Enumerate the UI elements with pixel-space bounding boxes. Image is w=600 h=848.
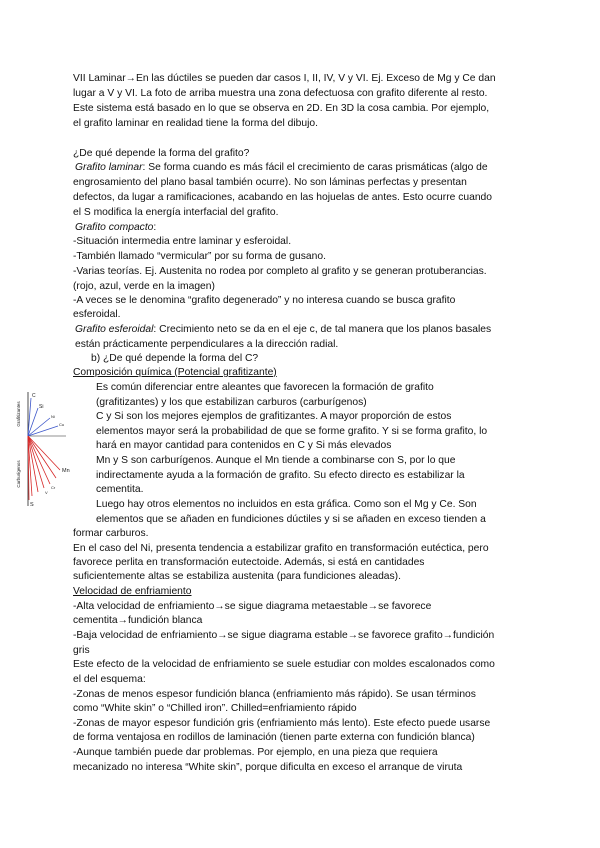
text-line: Este sistema está basado en lo que se observa en 2D. En 3D la cosa cambia. Por ejemplo, [73,103,490,114]
text-line: mecanizado no interesa “White skin”, porque dificulta en exceso el arranque de viruta [73,762,463,773]
text-line: -Aunque también puede dar problemas. Por ejemplo, en una pieza que requiera [73,747,438,758]
label-s: S [30,502,34,508]
text-line: esferoidal. [73,309,121,320]
text-line: indirectamente ayuda a la formación de grafito. Su efecto directo es estabilizar la [96,470,465,481]
text-line: -Situación intermedia entre laminar y esferoidal. [73,236,292,247]
text-line: -Varias teorías. Ej. Austenita no rodea por completo al grafito y se generan protuberancias. [73,266,487,277]
text-line: Es común diferenciar entre aleantes que favorecen la formación de grafito [96,382,434,393]
text-line: -Baja velocidad de enfriamiento→se sigue diagrama estable→se favorece grafito→fundición [73,630,495,641]
text-line: el del esquema: [73,674,146,685]
text-line [75,323,491,336]
text-line: (rojo, azul, verde en la imagen) [73,281,215,292]
subheading-velocidad: Velocidad de enfriamiento [73,586,192,597]
term-grafito-compacto: Grafito compacto [75,222,154,233]
text-line: están prácticamente perpendiculares a la dirección radial. [75,339,339,350]
text-line: elementos mayor será la probabilidad de que se forme grafito. Y si se forma grafito, lo [96,426,488,437]
vector-cr [28,436,50,484]
vector-cu [28,426,58,436]
label-cu: Cu [59,422,65,427]
text-line: cementita→fundición blanca [73,615,203,626]
text-line: cementita. [96,484,144,495]
text-line: defectos, da lugar a ramificaciones, acabando en las hojuelas de antes. Esto ocurre cuando [73,192,493,203]
text-line: -A veces se le denomina “grafito degenerado” y no interesa cuando se busca grafito [73,295,456,306]
list-heading-b: b) ¿De qué depende la forma del C? [91,353,259,364]
text-line: -Zonas de mayor espesor fundición gris (enfriamiento más lento). Este efecto puede usarse [73,718,491,729]
text-line: lugar a V y VI. La foto de arriba muestra una zona defectuosa con grafito diferente al resto. [73,88,488,99]
label-si: Si [39,404,44,410]
text-line-rest: : Se forma cuando es más fácil el crecimiento de caras prismáticas (algo de [142,162,488,173]
term-grafito-laminar: Grafito laminar [75,162,143,173]
text-line: el S modifica la energía interfacial del grafito. [73,207,279,218]
section-question: ¿De qué depende la forma del grafito? [73,148,250,159]
text-line: de forma ventajosa en rodillos de laminación (tienen parte externa con fundición blanca) [73,732,475,743]
vector-red-2 [28,436,56,478]
text-line: (grafitizantes) y los que estabilizan carburos (carburígenos) [96,397,367,408]
label-cr: Cr [51,485,56,490]
text-line: Mn y S son carburígenos. Aunque el Mn tiende a combinarse con S, por lo que [96,455,456,466]
text-line: el grafito laminar en realidad tiene la forma del dibujo. [73,118,318,129]
text-line: gris [73,645,90,656]
diagram-axis-label-top: Grafitizantes [16,401,21,427]
vector-c [28,398,31,436]
text-line: elementos que se añaden en fundiciones dúctiles y si se añaden en exceso tienden a [96,514,486,525]
text-line-rest: : Crecimiento neto se da en el eje c, de tal manera que los planos basales [153,324,492,335]
text-line: hará en mayor cantidad para contenidos en C y Si más elevados [96,440,392,451]
text-line-rest: : [153,222,157,233]
text-line: -También llamado “vermicular” por su forma de gusano. [73,251,326,262]
term-grafito-esferoidal: Grafito esferoidal [75,324,154,335]
text-line: C y Si son los mejores ejemplos de grafitizantes. A mayor proporción de estos [96,411,452,422]
text-line: engrosamiento del plano basal también ocurre). No son láminas perfectas y presentan [73,177,467,188]
text-line [75,221,156,234]
text-line: VII Laminar→En las dúctiles se pueden dar casos I, II, IV, V y VI. Ej. Exceso de Mg y Ce dan [73,73,496,84]
text-line: Luego hay otros elementos no incluidos en esta gráfica. Como son el Mg y Ce. Son [96,499,477,510]
text-line: favorece perlita en transformación eutectoide. Además, si está en cantidades [73,557,425,568]
text-line: -Alta velocidad de enfriamiento→se sigue diagrama metaestable→se favorece [73,601,432,612]
label-mn: Mn [62,468,70,474]
carbide-vectors [28,436,60,500]
text-line: suficientemente altas se estabiliza austenita (para fundiciones aleadas). [73,571,401,582]
text-line: -Zonas de menos espesor fundición blanca (enfriamiento más rápido). Se usan términos [73,689,476,700]
subheading-composicion: Composición química (Potencial grafitizante) [73,367,277,378]
text-line: como “White skin” o “Chilled iron”. Chilled=enfriamiento rápido [73,703,357,714]
label-v: V [45,490,48,495]
text-line: En el caso del Ni, presenta tendencia a estabilizar grafito en transformación eutéctica, pero [73,543,489,554]
alloying-elements-diagram [14,388,78,510]
text-line: formar carburos. [73,528,149,539]
label-ni: Ni [51,414,55,419]
diagram-axis-label-bottom: Carburígenos [16,460,21,488]
text-line: Este efecto de la velocidad de enfriamiento se suele estudiar con moldes escalonados como [73,659,495,670]
label-c: C [32,393,36,399]
text-line [75,161,488,174]
